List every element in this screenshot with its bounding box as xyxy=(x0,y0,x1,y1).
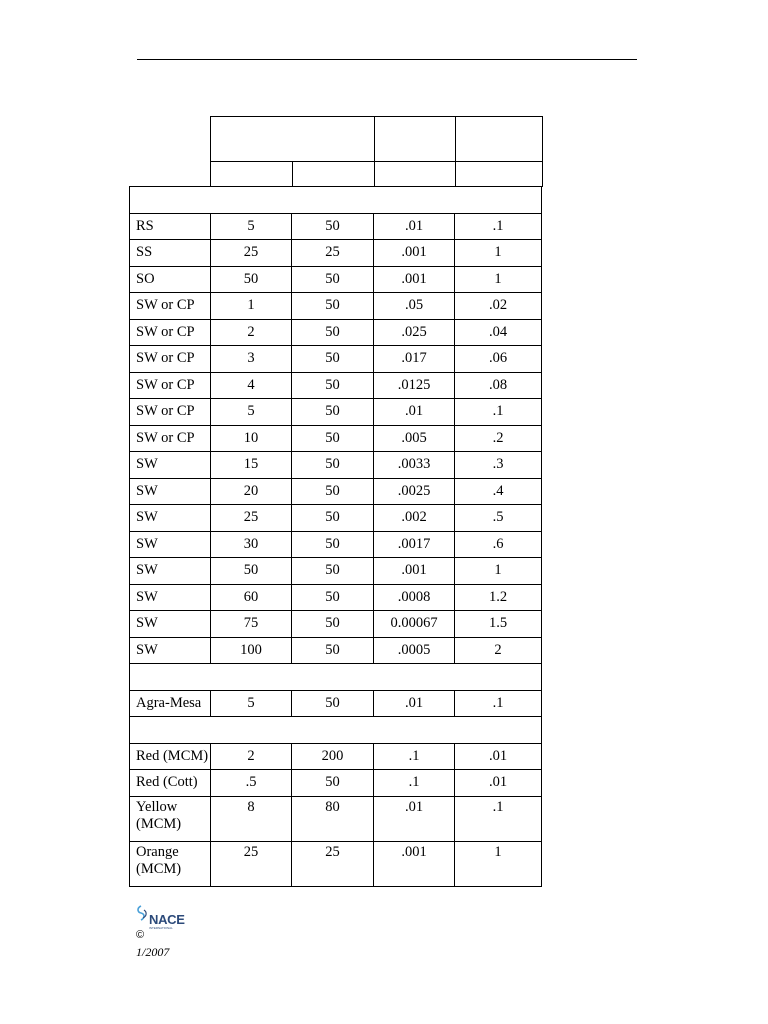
value-cell: 50 xyxy=(292,770,374,797)
value-cell: .06 xyxy=(455,346,542,373)
row-label-cell: SW xyxy=(130,637,211,664)
table-row xyxy=(130,531,542,558)
row-label-cell: SO xyxy=(130,266,211,293)
value-cell: 50 xyxy=(292,372,374,399)
section-row xyxy=(130,187,542,214)
value-cell: .01 xyxy=(455,770,542,797)
table-row xyxy=(130,841,542,886)
value-cell: .5 xyxy=(455,505,542,532)
value-cell: .01 xyxy=(455,743,542,770)
header-rule xyxy=(137,59,637,60)
value-cell: .025 xyxy=(374,319,455,346)
value-cell: 25 xyxy=(211,841,292,886)
value-cell: 1 xyxy=(455,558,542,585)
value-cell: .6 xyxy=(455,531,542,558)
row-label-cell: RS xyxy=(130,213,211,240)
value-cell: .1 xyxy=(455,399,542,426)
row-label-cell: SW or CP xyxy=(130,372,211,399)
value-cell: 10 xyxy=(211,425,292,452)
value-cell: 15 xyxy=(211,452,292,479)
row-label-cell: SW xyxy=(130,558,211,585)
value-cell: .01 xyxy=(374,690,455,717)
value-cell: 3 xyxy=(211,346,292,373)
row-label-cell: Orange (MCM) xyxy=(130,841,211,886)
value-cell: 50 xyxy=(292,637,374,664)
value-cell: .01 xyxy=(374,213,455,240)
value-cell: 2 xyxy=(211,743,292,770)
value-cell: .3 xyxy=(455,452,542,479)
row-label-cell: Agra-Mesa xyxy=(130,690,211,717)
value-cell: .4 xyxy=(455,478,542,505)
value-cell: .005 xyxy=(374,425,455,452)
value-cell: .05 xyxy=(374,293,455,320)
value-cell: 50 xyxy=(292,319,374,346)
value-cell: 50 xyxy=(292,531,374,558)
value-cell: 50 xyxy=(292,505,374,532)
value-cell: 50 xyxy=(211,558,292,585)
value-cell: 50 xyxy=(292,213,374,240)
value-cell: .02 xyxy=(455,293,542,320)
nace-logo xyxy=(135,904,195,928)
table-row xyxy=(130,770,542,797)
value-cell: .5 xyxy=(211,770,292,797)
header-subcell-4 xyxy=(455,161,543,187)
value-cell: 1 xyxy=(211,293,292,320)
value-cell: .001 xyxy=(374,266,455,293)
table-row xyxy=(130,425,542,452)
row-label-cell: SS xyxy=(130,240,211,267)
value-cell: .1 xyxy=(455,796,542,841)
value-cell: 1.2 xyxy=(455,584,542,611)
value-cell: .2 xyxy=(455,425,542,452)
value-cell: 1 xyxy=(455,841,542,886)
value-cell: 25 xyxy=(292,841,374,886)
value-cell: .0005 xyxy=(374,637,455,664)
value-cell: 0.00067 xyxy=(374,611,455,638)
value-cell: 50 xyxy=(292,399,374,426)
row-label-cell: SW or CP xyxy=(130,399,211,426)
table-row xyxy=(130,637,542,664)
header-cell-3 xyxy=(374,117,456,162)
row-label-cell: SW or CP xyxy=(130,346,211,373)
value-cell: 50 xyxy=(211,266,292,293)
value-cell: 2 xyxy=(455,637,542,664)
value-cell: .0017 xyxy=(374,531,455,558)
value-cell: 30 xyxy=(211,531,292,558)
value-cell: 50 xyxy=(292,425,374,452)
section-cell xyxy=(130,187,542,214)
value-cell: 50 xyxy=(292,690,374,717)
value-cell: .1 xyxy=(374,770,455,797)
table-row xyxy=(130,240,542,267)
section-cell xyxy=(130,717,542,744)
value-cell: 50 xyxy=(292,293,374,320)
header-cell-4 xyxy=(455,117,543,162)
table-row xyxy=(130,584,542,611)
value-cell: .1 xyxy=(455,690,542,717)
value-cell: 2 xyxy=(211,319,292,346)
table-row xyxy=(130,372,542,399)
value-cell: 4 xyxy=(211,372,292,399)
row-label-cell: SW xyxy=(130,584,211,611)
table-row xyxy=(130,319,542,346)
table-header-block xyxy=(210,116,543,187)
data-table xyxy=(129,186,542,887)
value-cell: .1 xyxy=(374,743,455,770)
value-cell: .01 xyxy=(374,796,455,841)
table-row xyxy=(130,452,542,479)
value-cell: 5 xyxy=(211,399,292,426)
section-row xyxy=(130,717,542,744)
value-cell: .0033 xyxy=(374,452,455,479)
value-cell: .1 xyxy=(455,213,542,240)
table-row xyxy=(130,796,542,841)
header-subcell-1 xyxy=(211,161,293,187)
value-cell: .08 xyxy=(455,372,542,399)
value-cell: 50 xyxy=(292,452,374,479)
value-cell: 25 xyxy=(292,240,374,267)
row-label-cell: Red (MCM) xyxy=(130,743,211,770)
table-row xyxy=(130,478,542,505)
logo-swirl-icon xyxy=(135,904,149,926)
value-cell: .0025 xyxy=(374,478,455,505)
table-row xyxy=(130,743,542,770)
value-cell: 50 xyxy=(292,346,374,373)
value-cell: 200 xyxy=(292,743,374,770)
section-cell xyxy=(130,664,542,691)
value-cell: 5 xyxy=(211,690,292,717)
value-cell: .01 xyxy=(374,399,455,426)
value-cell: 1 xyxy=(455,266,542,293)
value-cell: 50 xyxy=(292,478,374,505)
logo-subtext: INTERNATIONAL xyxy=(149,926,173,930)
value-cell: 25 xyxy=(211,240,292,267)
value-cell: 50 xyxy=(292,558,374,585)
value-cell: 50 xyxy=(292,584,374,611)
value-cell: .0125 xyxy=(374,372,455,399)
table-row xyxy=(130,213,542,240)
logo-text: NACE xyxy=(149,912,185,927)
header-cell-group xyxy=(211,117,375,162)
document-date: 1/2007 xyxy=(136,945,170,959)
value-cell: .001 xyxy=(374,558,455,585)
table-row xyxy=(130,505,542,532)
value-cell: 60 xyxy=(211,584,292,611)
row-label-cell: SW or CP xyxy=(130,425,211,452)
value-cell: 80 xyxy=(292,796,374,841)
row-label-cell: SW xyxy=(130,452,211,479)
value-cell: .001 xyxy=(374,841,455,886)
value-cell: .002 xyxy=(374,505,455,532)
section-row xyxy=(130,664,542,691)
value-cell: .04 xyxy=(455,319,542,346)
table-row xyxy=(130,346,542,373)
row-label-cell: Yellow (MCM) xyxy=(130,796,211,841)
value-cell: 100 xyxy=(211,637,292,664)
row-label-cell: SW xyxy=(130,478,211,505)
copyright-symbol: © xyxy=(136,929,145,941)
table-row xyxy=(130,266,542,293)
row-label-cell: SW or CP xyxy=(130,293,211,320)
value-cell: 5 xyxy=(211,213,292,240)
table-row xyxy=(130,558,542,585)
value-cell: 25 xyxy=(211,505,292,532)
value-cell: 50 xyxy=(292,611,374,638)
header-subcell-2 xyxy=(292,161,375,187)
table-row xyxy=(130,611,542,638)
row-label-cell: SW xyxy=(130,611,211,638)
header-subcell-3 xyxy=(374,161,456,187)
value-cell: 50 xyxy=(292,266,374,293)
value-cell: 8 xyxy=(211,796,292,841)
value-cell: .0008 xyxy=(374,584,455,611)
row-label-cell: SW xyxy=(130,531,211,558)
table-row xyxy=(130,399,542,426)
value-cell: 75 xyxy=(211,611,292,638)
row-label-cell: Red (Cott) xyxy=(130,770,211,797)
value-cell: .017 xyxy=(374,346,455,373)
value-cell: 1 xyxy=(455,240,542,267)
value-cell: 1.5 xyxy=(455,611,542,638)
value-cell: 20 xyxy=(211,478,292,505)
table-row xyxy=(130,293,542,320)
table-row xyxy=(130,690,542,717)
row-label-cell: SW xyxy=(130,505,211,532)
value-cell: .001 xyxy=(374,240,455,267)
row-label-cell: SW or CP xyxy=(130,319,211,346)
